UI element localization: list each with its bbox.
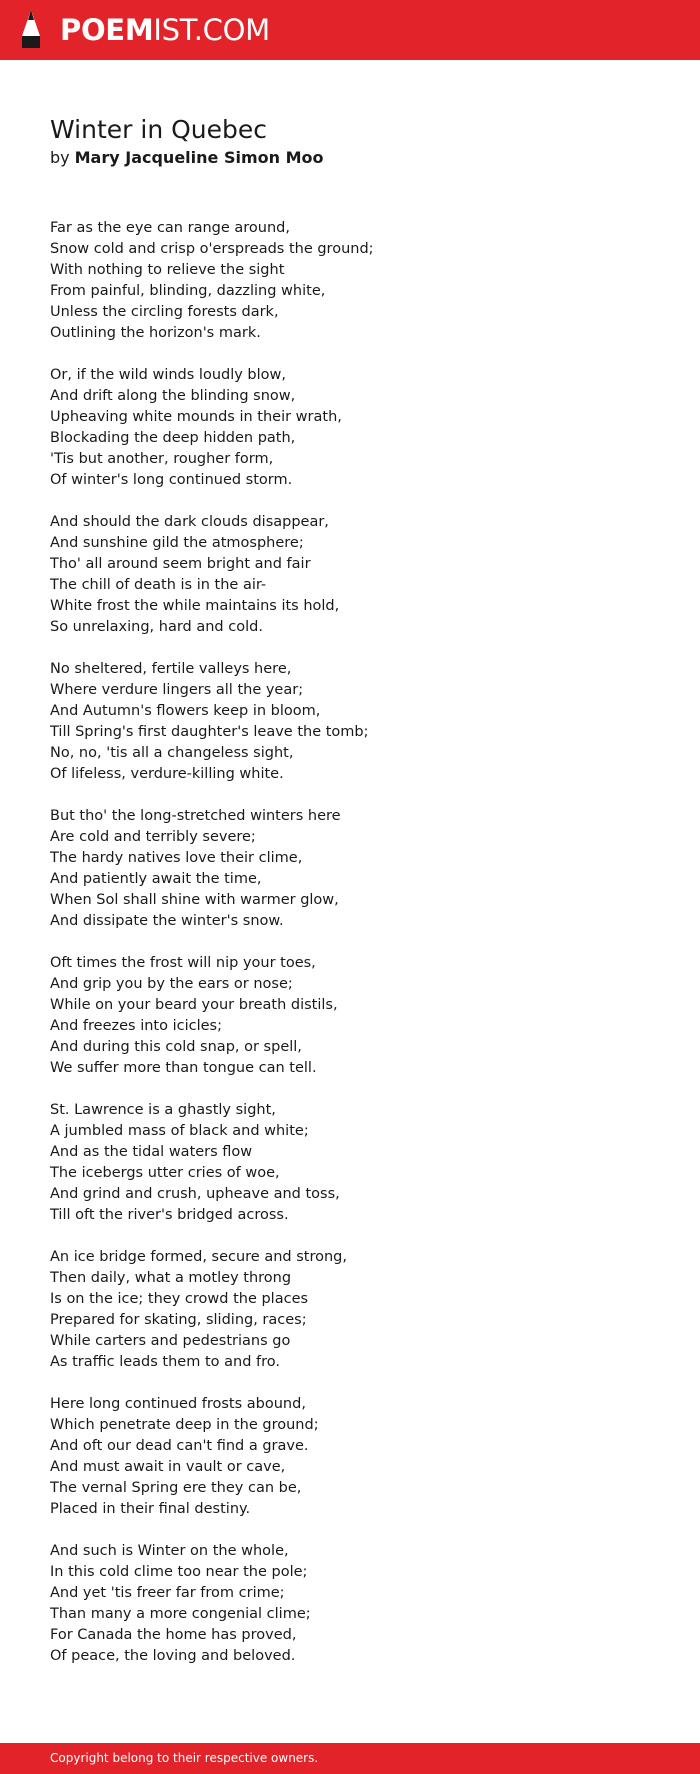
poem-line: And such is Winter on the whole, [50,1543,289,1559]
pen-nib-icon[interactable] [16,8,46,52]
poem-line: Is on the ice; they crowd the places [50,1291,309,1307]
logo-light-text: IST.COM [153,13,270,47]
poem-line: And Autumn's flowers keep in bloom, [50,703,321,719]
poem-line: Tho' all around seem bright and fair [50,556,311,572]
poem-line: Where verdure lingers all the year; [50,682,304,698]
poem-line: White frost the while maintains its hold, [50,598,340,614]
poem-line: A jumbled mass of black and white; [50,1123,309,1139]
poem-line: As traffic leads them to and fro. [50,1354,280,1370]
poem-line: 'Tis but another, rougher form, [50,451,274,467]
poem-line: Which penetrate deep in the ground; [50,1417,319,1433]
poem-line: No sheltered, fertile valleys here, [50,661,292,677]
poem-line: And patiently await the time, [50,871,262,887]
poem-line: And grind and crush, upheave and toss, [50,1186,340,1202]
poem-stanza [50,806,650,932]
poem-line: Then daily, what a motley throng [50,1270,292,1286]
author-name[interactable]: Mary Jacqueline Simon Moo [74,148,324,167]
poem-line: But tho' the long-stretched winters here [50,808,341,824]
poem-line: While carters and pedestrians go [50,1333,291,1349]
poem-line: And during this cold snap, or spell, [50,1039,302,1055]
poem-line: And sunshine gild the atmosphere; [50,535,304,551]
poem-line: Unless the circling forests dark, [50,304,279,320]
poem-line: Till Spring's first daughter's leave the tomb; [50,724,369,740]
poem-line: With nothing to relieve the sight [50,262,285,278]
poem-stanza [50,1394,650,1520]
poem-line: Or, if the wild winds loudly blow, [50,367,287,383]
poem-line: Of winter's long continued storm. [50,472,293,488]
poem-stanza [50,365,650,491]
site-logo[interactable] [60,11,270,49]
poem-line: So unrelaxing, hard and cold. [50,619,263,635]
poem-line: The chill of death is in the air- [50,577,267,593]
by-label: by [50,148,70,167]
poem-line: And must await in vault or cave, [50,1459,286,1475]
poem-line: Outlining the horizon's mark. [50,325,261,341]
poem-line: St. Lawrence is a ghastly sight, [50,1102,276,1118]
poem-line: Prepared for skating, sliding, races; [50,1312,307,1328]
poem-stanza [50,1247,650,1373]
poem-line: Till oft the river's bridged across. [50,1207,289,1223]
site-header [0,0,700,60]
poem-line: And grip you by the ears or nose; [50,976,293,992]
byline [50,146,323,170]
poem-stanza [50,218,650,344]
poem-stanza [50,953,650,1079]
poem-line: Upheaving white mounds in their wrath, [50,409,342,425]
poem-line: And oft our dead can't find a grave. [50,1438,309,1454]
poem-line: Far as the eye can range around, [50,220,290,236]
poem-line: Here long continued frosts abound, [50,1396,306,1412]
poem-line: And as the tidal waters flow [50,1144,253,1160]
poem-stanza [50,512,650,638]
logo-bold-text: POEM [60,13,154,47]
poem-line: Than many a more congenial clime; [50,1606,311,1622]
poem-line: Of lifeless, verdure-killing white. [50,766,284,782]
poem-line: And dissipate the winter's snow. [50,913,284,929]
poem-line: And should the dark clouds disappear, [50,514,329,530]
poem-line: And drift along the blinding snow, [50,388,296,404]
poem-line: No, no, 'tis all a changeless sight, [50,745,294,761]
poem-line: Blockading the deep hidden path, [50,430,296,446]
poem-line: While on your beard your breath distils, [50,997,338,1013]
poem-line: Of peace, the loving and beloved. [50,1648,296,1664]
poem-line: For Canada the home has proved, [50,1627,297,1643]
poem-stanza [50,1541,650,1667]
poem-title: Winter in Quebec [50,115,268,144]
poem-stanza [50,1100,650,1226]
poem-line: And yet 'tis freer far from crime; [50,1585,285,1601]
poem-line: An ice bridge formed, secure and strong, [50,1249,347,1265]
poem-line: Placed in their final destiny. [50,1501,251,1517]
poem-line: In this cold clime too near the pole; [50,1564,308,1580]
poem-line: We suffer more than tongue can tell. [50,1060,317,1076]
poem-line: Snow cold and crisp o'erspreads the ground; [50,241,374,257]
poem-line: And freezes into icicles; [50,1018,222,1034]
poem-line: Are cold and terribly severe; [50,829,256,845]
poem-line: The hardy natives love their clime, [50,850,303,866]
poem-line: When Sol shall shine with warmer glow, [50,892,339,908]
poem-line: The icebergs utter cries of woe, [50,1165,280,1181]
poem-line: Oft times the frost will nip your toes, [50,955,316,971]
copyright-text: Copyright belong to their respective owners. [50,1751,319,1765]
site-footer [0,1743,700,1774]
poem-body [50,218,650,1688]
poem-stanza [50,659,650,785]
poem-line: The vernal Spring ere they can be, [50,1480,302,1496]
poem-line: From painful, blinding, dazzling white, [50,283,326,299]
